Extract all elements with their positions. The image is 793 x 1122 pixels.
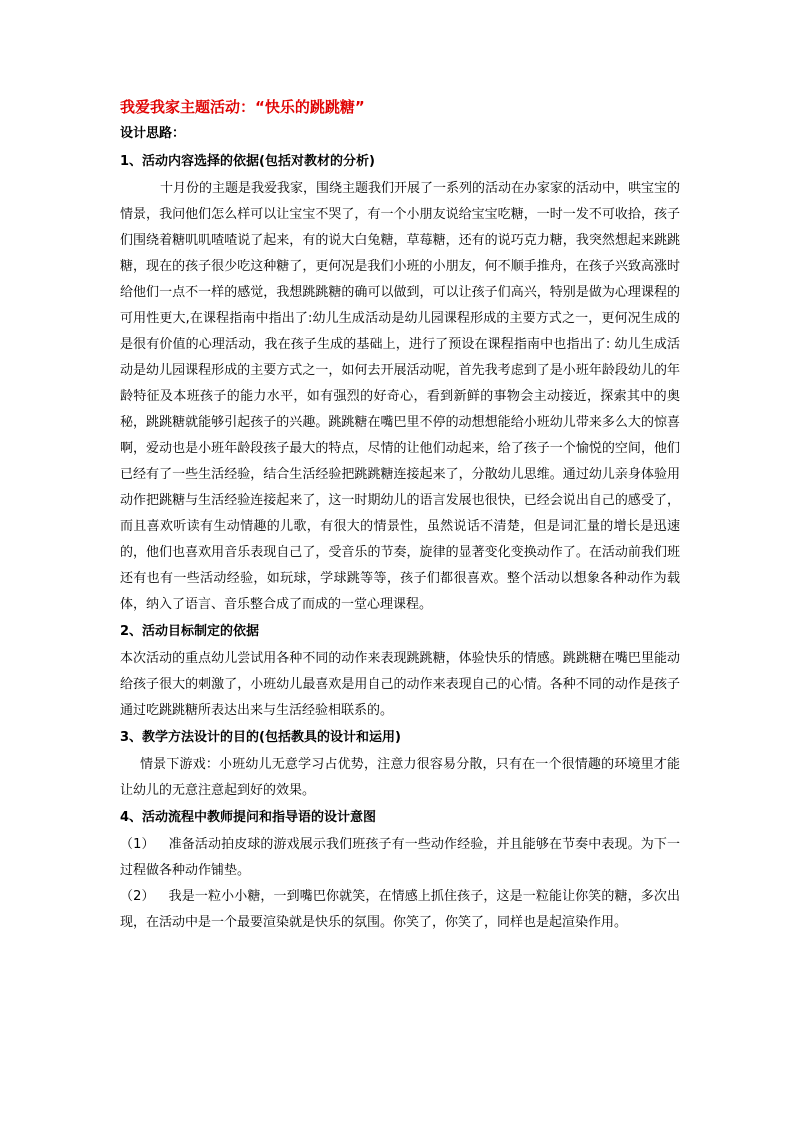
section-1-heading: 1、活动内容选择的依据(包括对教材的分析) xyxy=(120,154,375,169)
item-number: （2） xyxy=(120,889,155,904)
section-3-body: 情景下游戏：小班幼儿无意学习占优势，注意力很容易分散，只有在一个很情趣的环境里才能让幼儿的无意注意起到好的效果。 xyxy=(120,757,680,798)
design-ideas-label: 设计思路： xyxy=(120,126,186,141)
section-2-heading: 2、活动目标制定的依据 xyxy=(120,624,260,639)
item-text: 准备活动拍皮球的游戏展示我们班孩子有一些动作经验，并且能够在节奏中表现。为下一过程做各种动作铺垫。 xyxy=(120,837,680,878)
section-4-heading: 4、活动流程中教师提问和指导语的设计意图 xyxy=(120,810,377,825)
section-4-item xyxy=(120,884,680,936)
section-4-item xyxy=(120,832,680,884)
item-text: 我是一粒小小糖，一到嘴巴你就笑，在情感上抓住孩子，这是一粒能让你笑的糖，多次出现，在活动中是一个最要渲染就是快乐的氛围。你笑了，你笑了，同样也是起渲染作用。 xyxy=(120,889,680,930)
section-1-body: 十月份的主题是我爱我家，围绕主题我们开展了一系列的活动在办家家的活动中，哄宝宝的情景，我问他们怎么样可以让宝宝不哭了，有一个小朋友说给宝宝吃糖，一时一发不可收拾，孩子们围绕着糖叽叽喳喳说了起来，有的说大白兔糖，草莓糖，还有的说巧克力糖，我突然想起来跳跳糖，现在的孩子很少吃这种糖了，更何况是我们小班的小朋友，何不顺手推舟，在孩子兴致高涨时给他们一点不一样的感觉，我想跳跳糖的确可以做到，可以让孩子们高兴，特别是做为心理课程的可用性更大,在课程指南中指出了:幼儿生成活动是幼儿园课程形成的主要方式之一，更何况生成的是很有价值的心理活动，我在孩子生成的基础上，进行了预设在课程指南中也指出了: 幼儿生成活动是幼儿园课程形成的主要方式之一，如何去开展活动呢，首先我考虑到了是小班年龄段幼儿的年龄特征及本班孩子的能力水平，如有强烈的好奇心，看到新鲜的事物会主动接近，探索其中的奥秘，跳跳糖就能够引起孩子的兴趣。跳跳糖在嘴巴里不停的动想想能给小班幼儿带来多么大的惊喜啊，爱动也是小班年龄段孩子最大的特点，尽情的让他们动起来，给了孩子一个愉悦的空间，他们已经有了一些生活经验，结合生活经验把跳跳糖连接起来了，分散幼儿思维。通过幼儿亲身体验用动作把跳糖与生活经验连接起来了，这一时期幼儿的语言发展也很快，已经会说出自己的感受了，而且喜欢听读有生动情趣的儿歌，有很大的情景性，虽然说话不清楚，但是词汇量的增长是迅速的，他们也喜欢用音乐表现自己了，受音乐的节奏，旋律的显著变化变换动作了。在活动前我们班还有也有一些活动经验，如玩球，学球跳等等，孩子们都很喜欢。整个活动以想象各种动作为载体，纳入了语言、音乐整合成了而成的一堂心理课程。 xyxy=(120,181,681,612)
document-page xyxy=(120,94,680,936)
document-title: 我爱我家主题活动：“快乐的跳跳糖” xyxy=(120,98,365,116)
section-2-body: 本次活动的重点幼儿尝试用各种不同的动作来表现跳跳糖，体验快乐的情感。跳跳糖在嘴巴里能动给孩子很大的刺激了，小班幼儿最喜欢是用自己的动作来表现自己的心情。各种不同的动作是孩子通过吃跳跳糖所表达出来与生活经验相联系的。 xyxy=(120,651,680,718)
section-3-heading: 3、教学方法设计的目的(包括教具的设计和运用) xyxy=(120,730,401,745)
item-number: （1） xyxy=(120,837,155,852)
